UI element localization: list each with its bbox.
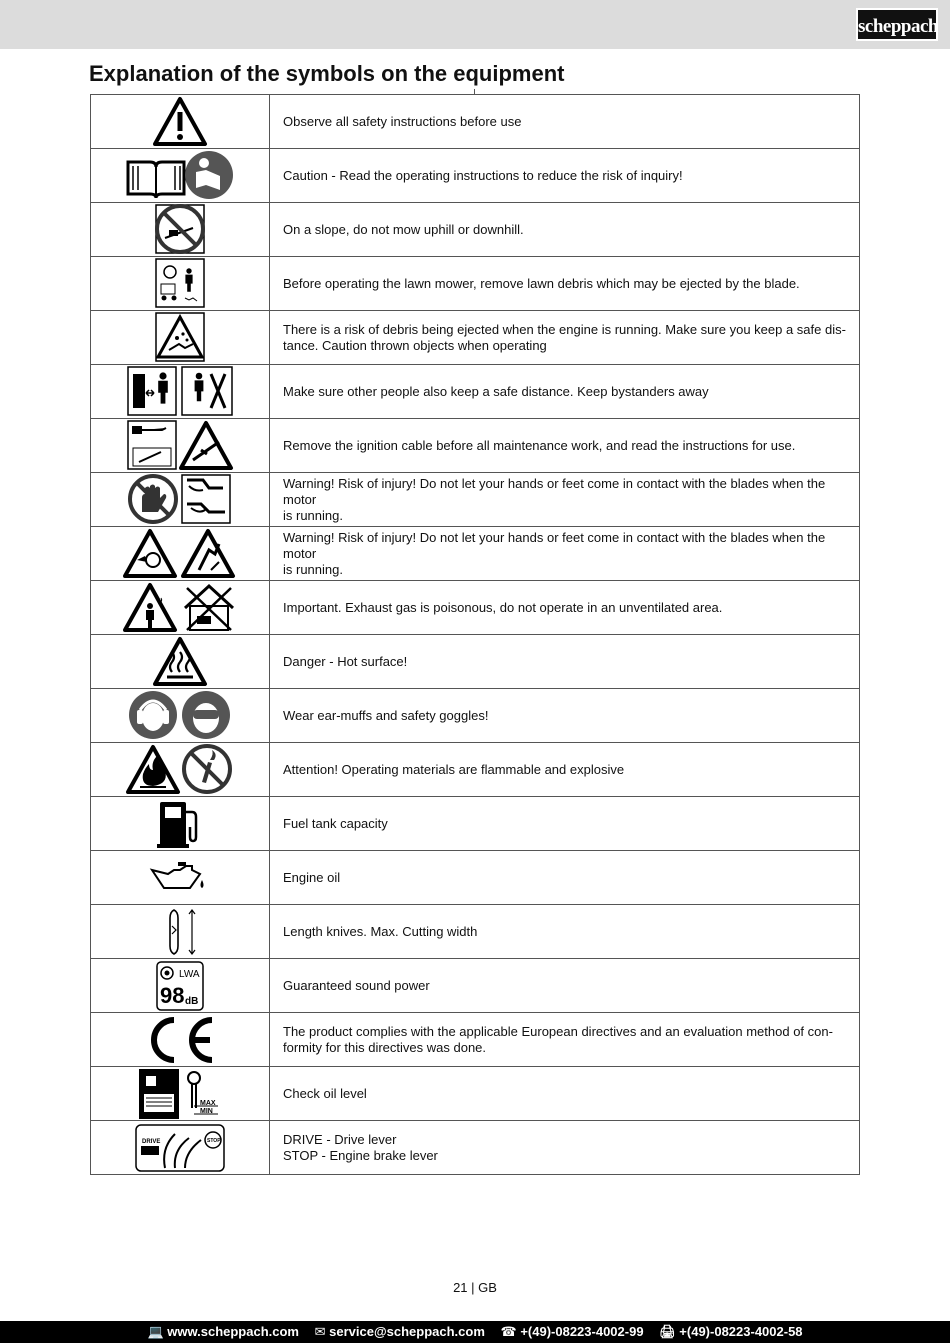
symbol-description — [270, 743, 860, 797]
exhaust-gas-warning-icon — [91, 581, 270, 635]
oil-level-check-icon — [91, 1067, 270, 1121]
symbol-description — [270, 95, 860, 149]
description-line: Check oil level — [283, 1085, 367, 1101]
top-bar — [0, 0, 950, 49]
symbols-table — [90, 94, 860, 1175]
svg-text:DRIVE: DRIVE — [142, 1138, 161, 1145]
description-line: The product complies with the applicable European directives and an evaluation method of con- — [283, 1023, 833, 1039]
symbol-row — [91, 959, 860, 1013]
symbol-description — [270, 257, 860, 311]
symbol-row — [91, 311, 860, 365]
description-line: Danger - Hot surface! — [283, 653, 408, 669]
footer-website[interactable]: 💻 www.scheppach.com — [147, 1324, 299, 1339]
oil-can-icon — [91, 851, 270, 905]
symbol-row — [91, 905, 860, 959]
description-line: Attention! Operating materials are flammable and explosive — [283, 761, 625, 777]
symbol-row — [91, 203, 860, 257]
symbol-description — [270, 419, 860, 473]
footer-phone: ☎ +(49)-08223-4002-99 — [500, 1324, 644, 1339]
symbol-description — [270, 1013, 860, 1067]
page-number: 21 | GB — [453, 1280, 497, 1295]
symbol-description — [270, 581, 860, 635]
blade-length-icon — [91, 905, 270, 959]
ce-mark-icon — [91, 1013, 270, 1067]
symbol-description — [270, 851, 860, 905]
description-line: Wear ear-muffs and safety goggles! — [283, 707, 489, 723]
symbol-row — [91, 1121, 860, 1175]
symbol-description — [270, 473, 860, 527]
svg-text:98: 98 — [160, 982, 185, 1008]
description-line: STOP - Engine brake lever — [283, 1147, 438, 1163]
description-line: Guaranteed sound power — [283, 977, 430, 993]
symbol-row — [91, 473, 860, 527]
remove-debris-icon — [91, 257, 270, 311]
description-line: Remove the ignition cable before all maintenance work, and read the instructions for use. — [283, 437, 796, 453]
svg-text:MIN: MIN — [200, 1107, 213, 1115]
symbol-row — [91, 851, 860, 905]
description-line: Important. Exhaust gas is poisonous, do not operate in an unventilated area. — [283, 599, 723, 615]
svg-text:LWA: LWA — [179, 968, 200, 980]
symbol-row — [91, 689, 860, 743]
page-title: Explanation of the symbols on the equipment — [89, 61, 565, 86]
symbol-row — [91, 1013, 860, 1067]
no-hands-blade-icon — [91, 473, 270, 527]
footer-bar — [0, 1321, 950, 1343]
symbol-row — [91, 419, 860, 473]
description-line: There is a risk of debris being ejected when the engine is running. Make sure you keep a safe dis- — [283, 321, 846, 337]
symbol-description — [270, 311, 860, 365]
symbol-description — [270, 365, 860, 419]
symbol-row — [91, 365, 860, 419]
brand-logo: scheppach — [856, 8, 938, 41]
symbol-description — [270, 959, 860, 1013]
symbol-row — [91, 149, 860, 203]
read-manual-icon — [91, 149, 270, 203]
symbol-description — [270, 203, 860, 257]
remove-spark-plug-cable-icon — [91, 419, 270, 473]
symbol-row — [91, 635, 860, 689]
symbol-description — [270, 1121, 860, 1175]
svg-text:dB: dB — [185, 995, 199, 1007]
symbol-row — [91, 743, 860, 797]
keep-bystanders-away-icon — [91, 365, 270, 419]
description-line: formity for this directives was done. — [283, 1039, 487, 1055]
description-line: Before operating the lawn mower, remove lawn debris which may be ejected by the blade. — [283, 275, 800, 291]
description-line: DRIVE - Drive lever — [283, 1131, 397, 1147]
symbol-description — [270, 527, 860, 581]
sound-power-icon — [91, 959, 270, 1013]
fuel-pump-icon — [91, 797, 270, 851]
description-line: On a slope, do not mow uphill or downhill. — [283, 221, 524, 237]
svg-text:STOP: STOP — [207, 1137, 221, 1144]
symbol-row — [91, 797, 860, 851]
general-warning-triangle-icon — [91, 95, 270, 149]
symbol-description — [270, 635, 860, 689]
no-slope-mowing-icon — [91, 203, 270, 257]
description-line: Warning! Risk of injury! Do not let your hands or feet come in contact with the blades when the motor — [283, 475, 826, 507]
symbol-description — [270, 149, 860, 203]
symbol-description — [270, 905, 860, 959]
footer-email[interactable]: ✉ service@scheppach.com — [314, 1324, 485, 1339]
symbol-row — [91, 257, 860, 311]
description-line: is running. — [283, 507, 343, 523]
symbol-row — [91, 1067, 860, 1121]
blade-hand-foot-warning-icon — [91, 527, 270, 581]
symbol-description — [270, 1067, 860, 1121]
ear-eye-protection-icon — [91, 689, 270, 743]
description-line: Fuel tank capacity — [283, 815, 388, 831]
symbol-row — [91, 527, 860, 581]
hot-surface-icon — [91, 635, 270, 689]
symbol-description — [270, 797, 860, 851]
description-line: Length knives. Max. Cutting width — [283, 923, 478, 939]
symbol-row — [91, 95, 860, 149]
description-line: Make sure other people also keep a safe distance. Keep bystanders away — [283, 383, 709, 399]
svg-text:MAX: MAX — [200, 1099, 216, 1107]
description-line: Warning! Risk of injury! Do not let your hands or feet come in contact with the blades when the motor — [283, 529, 826, 561]
description-line: Engine oil — [283, 869, 341, 885]
thrown-objects-warning-icon — [91, 311, 270, 365]
drive-stop-lever-icon — [91, 1121, 270, 1175]
footer-fax: 🖨 +(49)-08223-4002-58 — [659, 1324, 803, 1339]
description-line: tance. Caution thrown objects when operating — [283, 337, 547, 353]
symbol-description — [270, 689, 860, 743]
description-line: Observe all safety instructions before use — [283, 113, 522, 129]
symbol-row — [91, 581, 860, 635]
description-line: is running. — [283, 561, 343, 577]
description-line: Caution - Read the operating instructions to reduce the risk of inquiry! — [283, 167, 683, 183]
flammable-no-fire-icon — [91, 743, 270, 797]
